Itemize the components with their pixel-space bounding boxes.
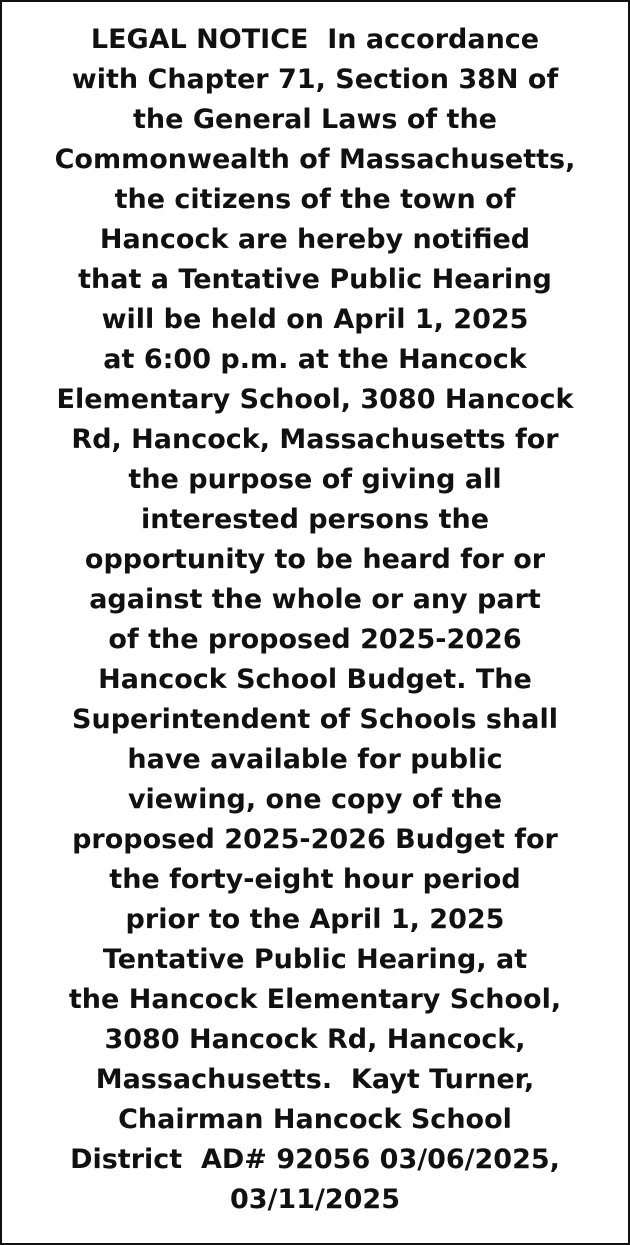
- notice-line: will be held on April 1, 2025: [101, 304, 529, 335]
- notice-line: prior to the April 1, 2025: [125, 904, 505, 935]
- notice-line: interested persons the: [140, 504, 490, 535]
- notice-line: Commonwealth of Massachusetts,: [54, 144, 576, 175]
- notice-line: District AD# 92056 03/06/2025,: [70, 1144, 560, 1175]
- notice-line: have available for public: [127, 744, 503, 775]
- notice-line: 3080 Hancock Rd, Hancock,: [104, 1024, 526, 1055]
- notice-line: with Chapter 71, Section 38N of: [71, 64, 559, 95]
- notice-line: Massachusetts. Kayt Turner,: [95, 1064, 535, 1095]
- notice-line: the forty-eight hour period: [109, 864, 521, 895]
- notice-line: Superintendent of Schools shall: [72, 704, 558, 735]
- notice-line: 03/11/2025: [229, 1184, 400, 1215]
- notice-line: viewing, one copy of the: [127, 784, 503, 815]
- notice-line: Rd, Hancock, Massachusetts for: [71, 424, 559, 455]
- notice-line: Chairman Hancock School: [118, 1104, 512, 1135]
- notice-line: at 6:00 p.m. at the Hancock: [103, 344, 527, 375]
- notice-line: proposed 2025-2026 Budget for: [72, 824, 558, 855]
- notice-line: Hancock School Budget. The: [98, 664, 532, 695]
- notice-line: that a Tentative Public Hearing: [78, 264, 552, 295]
- notice-line: against the whole or any part: [89, 584, 541, 615]
- notice-line: Elementary School, 3080 Hancock: [56, 384, 574, 415]
- notice-line: Tentative Public Hearing, at: [102, 944, 528, 975]
- notice-line: the Hancock Elementary School,: [68, 984, 562, 1015]
- notice-line: Hancock are hereby notified: [99, 224, 531, 255]
- notice-line: of the proposed 2025-2026: [108, 624, 522, 655]
- notice-line: the purpose of giving all: [128, 464, 502, 495]
- notice-line: the General Laws of the: [132, 104, 497, 135]
- notice-line: LEGAL NOTICE In accordance: [90, 24, 540, 55]
- notice-line: the citizens of the town of: [114, 184, 516, 215]
- notice-line: opportunity to be heard for or: [84, 544, 546, 575]
